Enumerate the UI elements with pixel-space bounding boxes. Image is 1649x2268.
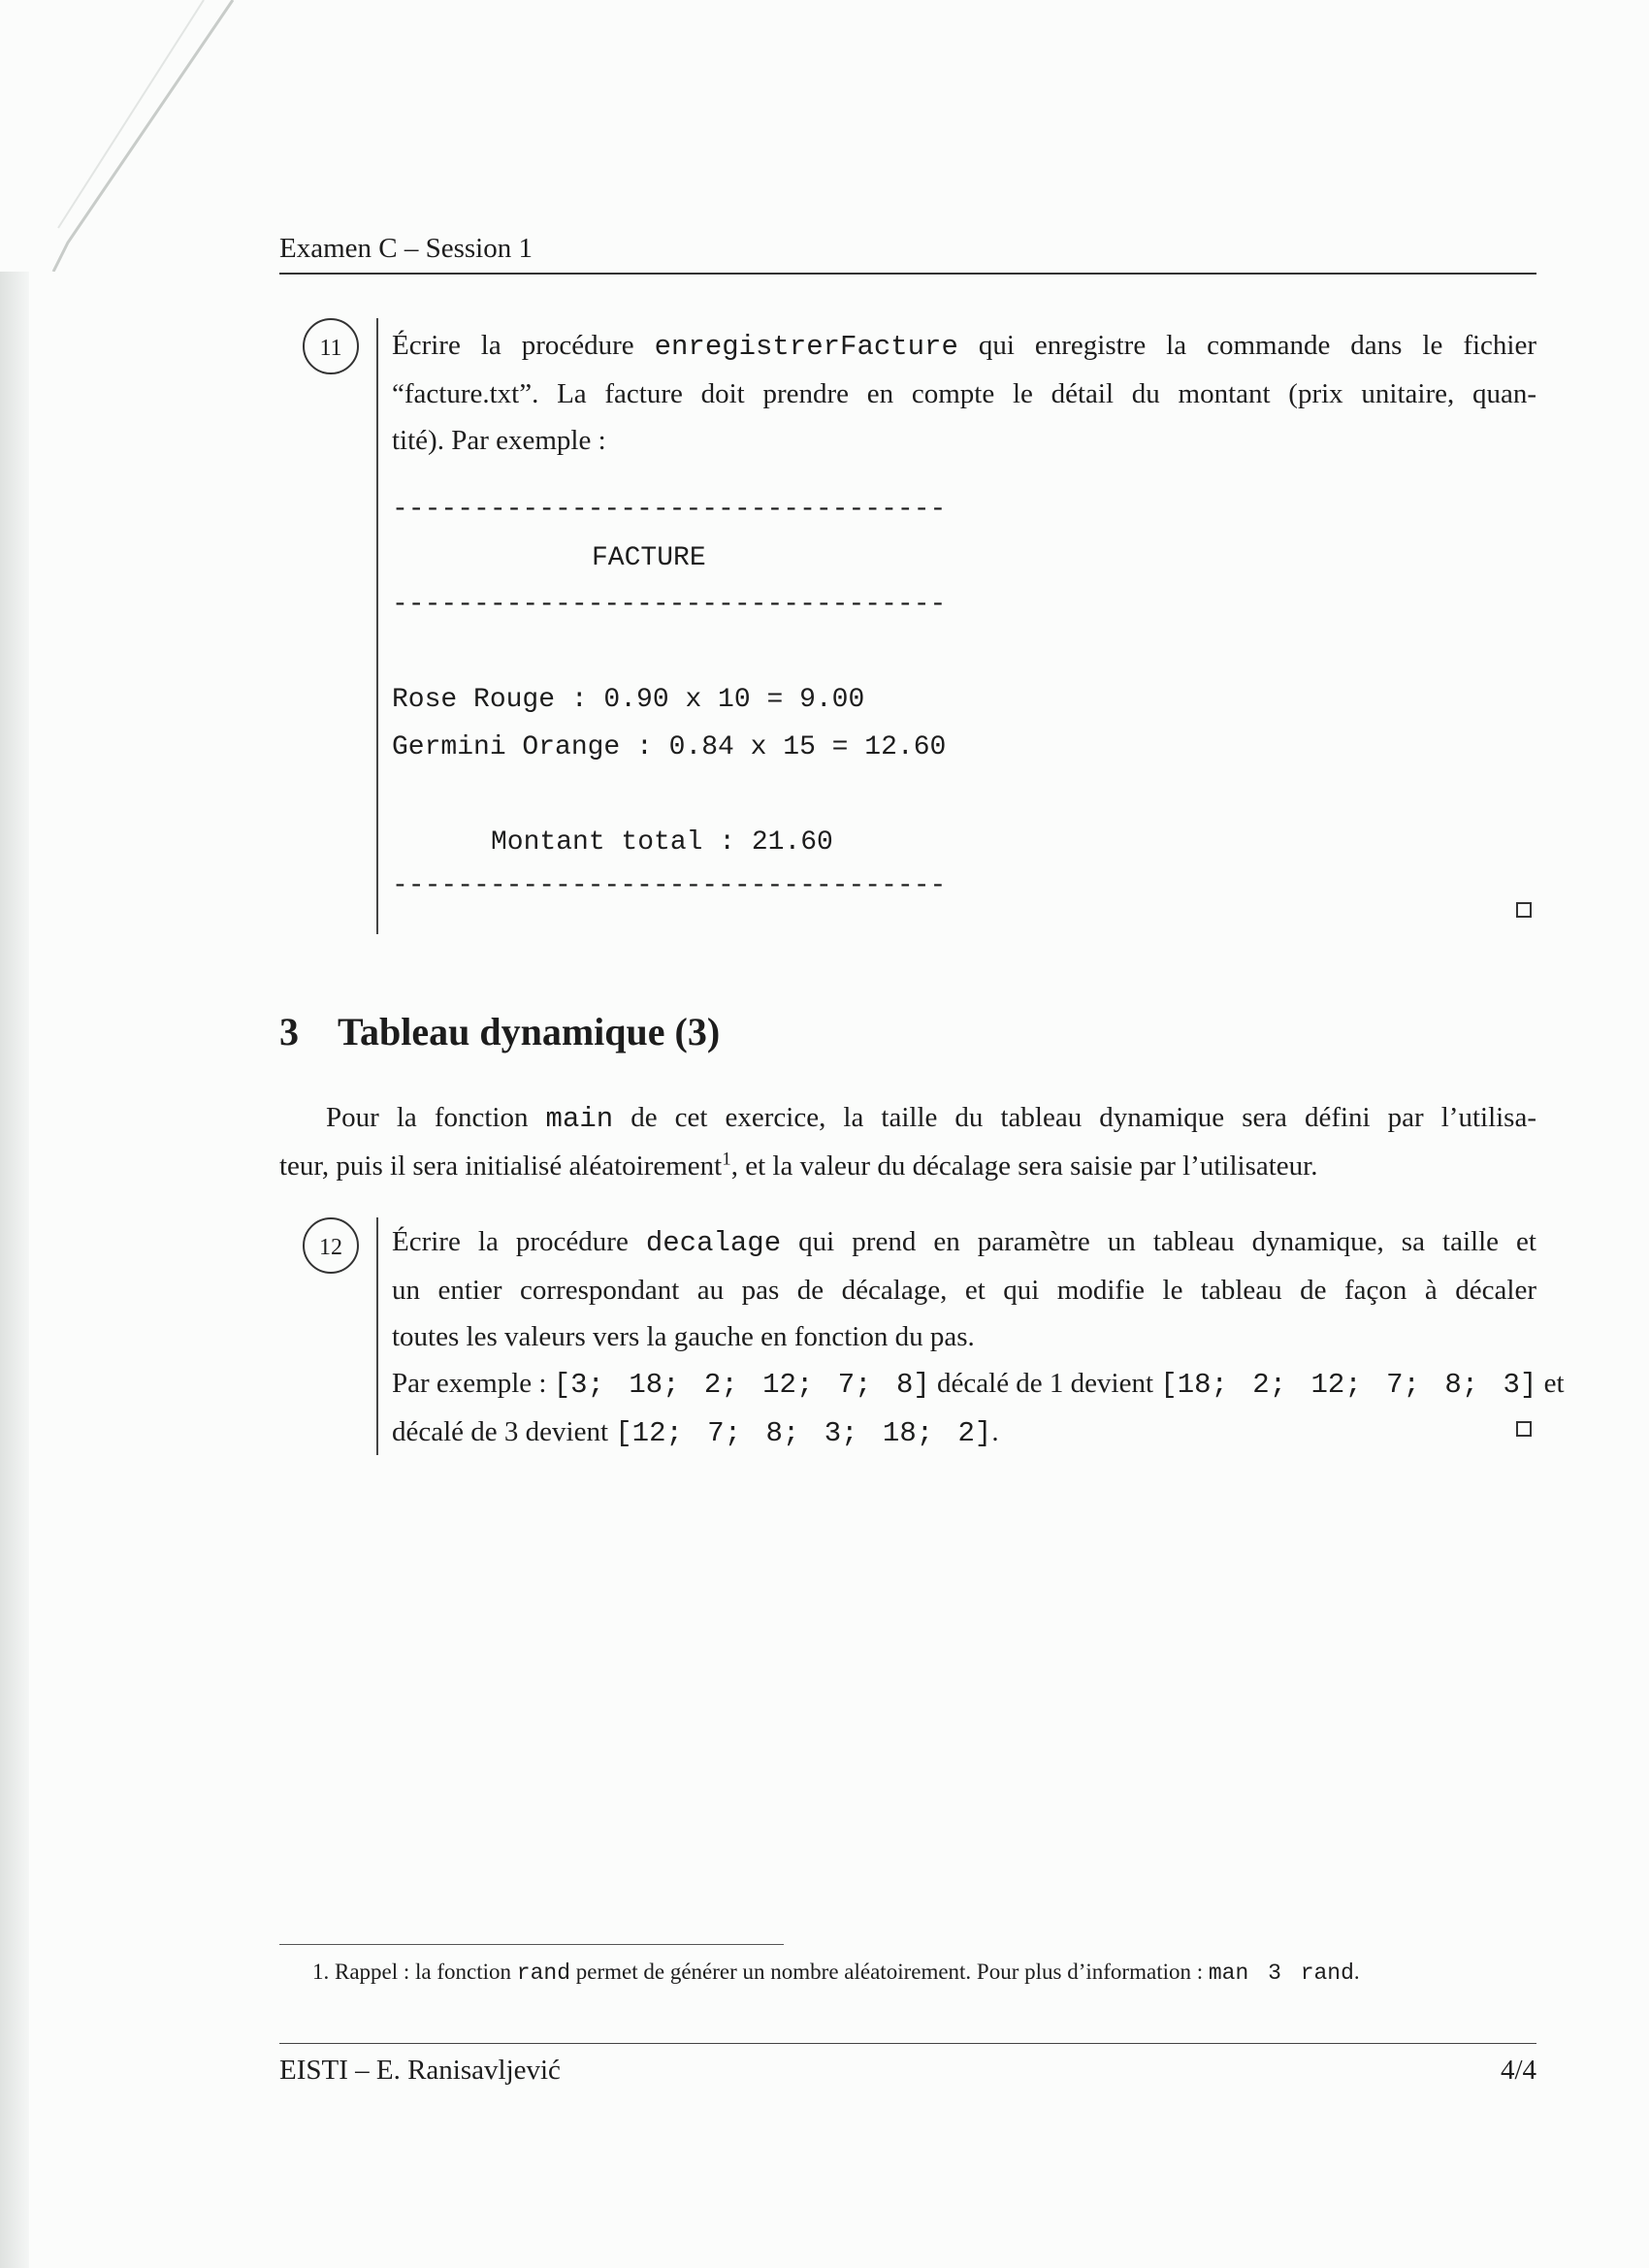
- section-intro: Pour la fonction main de cet exercice, la taille du tableau dynamique sera défini par l’utilisa- teur, puis il sera initialisé aléatoirement$^1$, et la valeur du décalage sera saisie par l’utilisateur.: [279, 1102, 1536, 1182]
- header-title: Examen C – Session 1: [279, 233, 533, 264]
- qed-box-11: [1516, 902, 1532, 918]
- header-rule: [279, 273, 1536, 275]
- code-man-3-rand: man 3 rand: [1208, 1960, 1354, 1986]
- footnote: 1. Rappel : la fonction rand permet de générer un nombre aléatoirement. Pour plus d’information : man 3 rand.: [312, 1960, 1360, 1986]
- question-11-bar: [376, 318, 378, 934]
- footnote-rule: [279, 1944, 784, 1945]
- question-12-text: Écrire la procédure decalage qui prend en paramètre un tableau dynamique, sa taille et un entier correspondant au pas de décalage, et qui modifie le tableau de façon à décaler toutes les valeurs vers la gauche en fonction du pas. Par exemple : [3; 18; 2; 12; 7; 8] décalé de 1 devient [18; 2; 12; 7; 8; 3] et décalé de 3 devient [12; 7; 8; 3; 18; 2].: [392, 1226, 1565, 1449]
- invoice-item: Rose Rouge : 0.90 x 10 = 9.00: [392, 685, 865, 715]
- code-decalage: decalage: [645, 1227, 782, 1259]
- question-12-bar: [376, 1217, 378, 1455]
- folded-corner: [0, 0, 252, 272]
- qed-box-12: [1516, 1421, 1532, 1437]
- invoice-separator-bottom: ----------------------------------: [392, 871, 947, 901]
- section-title: Tableau dynamique (3): [338, 1010, 721, 1053]
- invoice-separator-mid: ----------------------------------: [392, 590, 947, 620]
- code-rand: rand: [516, 1960, 571, 1986]
- code-array-example: [3; 18; 2; 12; 7; 8]: [553, 1369, 930, 1401]
- code-array-shift-1: [18; 2; 12; 7; 8; 3]: [1160, 1369, 1537, 1401]
- invoice-total: Montant total : 21.60: [491, 827, 833, 858]
- invoice-title: FACTURE: [592, 543, 706, 573]
- section-heading: [279, 1009, 720, 1054]
- invoice-separator-top: ----------------------------------: [392, 495, 947, 525]
- footnote-ref: 1: [722, 1149, 731, 1170]
- footnote-number: 1.: [312, 1960, 330, 1984]
- footer-rule: [279, 2043, 1536, 2044]
- footer-page-number: 4/4: [1500, 2055, 1536, 2086]
- footer-author: EISTI – E. Ranisavljević: [279, 2055, 561, 2086]
- question-11-text: Écrire la procédure enregistrerFacture qui enregistre la commande dans le fichier “facture.txt”. La facture doit prendre en compte le détail du montant (prix unitaire, quan- tité). Par exemple :: [392, 330, 1536, 456]
- scan-page-edge: [0, 0, 29, 2268]
- code-array-shift-3: [12; 7; 8; 3; 18; 2]: [615, 1417, 992, 1449]
- code-main: main: [545, 1103, 614, 1135]
- section-number: 3: [279, 1010, 299, 1053]
- question-number-11: 11: [303, 318, 359, 374]
- code-enregistrerFacture: enregistrerFacture: [654, 331, 958, 363]
- invoice-item: Germini Orange : 0.84 x 15 = 12.60: [392, 732, 947, 762]
- question-number-12: 12: [303, 1217, 359, 1274]
